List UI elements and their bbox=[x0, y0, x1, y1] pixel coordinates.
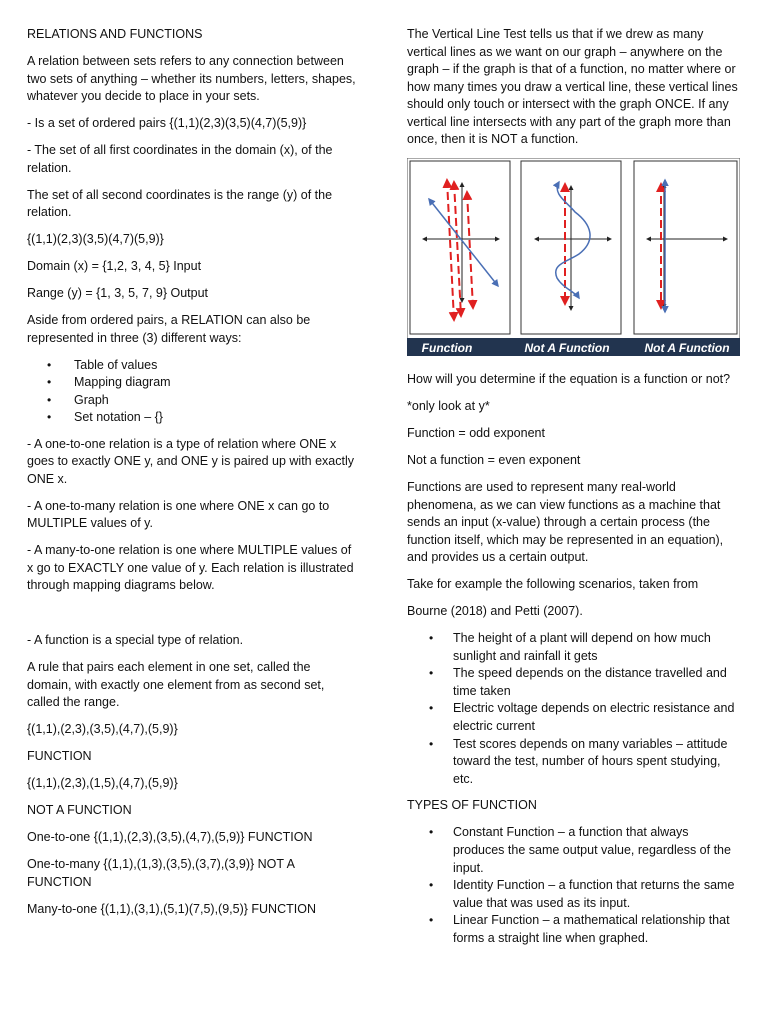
list-item: • Table of values bbox=[27, 357, 357, 375]
paragraph: The set of all second coordinates is the range (y) of the relation. bbox=[27, 187, 333, 219]
panel-not-function-vertical bbox=[634, 161, 737, 334]
list-item: • Graph bbox=[27, 392, 357, 410]
list-item: • Set notation – {} bbox=[27, 409, 357, 427]
paragraph: - The set of all first coordinates in the domain (x), of the relation. bbox=[27, 143, 333, 175]
list-item: • The height of a plant will depend on how much sunlight and rainfall it gets bbox=[407, 630, 742, 665]
list-item: • Identity Function – a function that returns the same value that was used as its input. bbox=[407, 877, 742, 912]
panel-function-line bbox=[410, 161, 510, 334]
paragraph: Range (y) = {1, 3, 5, 7, 9} Output bbox=[27, 286, 209, 300]
right-column bbox=[407, 26, 742, 957]
paragraph: Many-to-one {(1,1),(3,1),(5,1)(7,5),(9,5)} FUNCTION bbox=[27, 901, 316, 916]
list-item: • Mapping diagram bbox=[27, 374, 357, 392]
paragraph: Bourne (2018) and Petti (2007). bbox=[407, 604, 583, 618]
vertical-line-test-svg bbox=[407, 158, 740, 356]
list-item: • Constant Function – a function that always produces the same output value, regardless of the input. bbox=[407, 824, 742, 877]
paragraph: *only look at y* bbox=[407, 399, 490, 413]
function-types-list bbox=[407, 824, 742, 947]
panel-not-function-curve bbox=[521, 161, 621, 334]
paragraph: Take for example the following scenarios, taken from bbox=[407, 577, 699, 591]
paragraph: {(1,1),(2,3),(1,5),(4,7),(5,9)} bbox=[27, 776, 178, 791]
paragraph: Domain (x) = {1,2, 3, 4, 5} Input bbox=[27, 259, 202, 273]
paragraph: - Is a set of ordered pairs {(1,1)(2,3)(3,5)(4,7)(5,9)} bbox=[27, 116, 307, 130]
list-item: • Electric voltage depends on electric resistance and electric current bbox=[407, 700, 742, 735]
list-item: • Test scores depends on many variables – attitude toward the test, number of hours spent studying, etc. bbox=[407, 736, 742, 789]
paragraph: FUNCTION bbox=[27, 749, 92, 764]
paragraph: A relation between sets refers to any connection between two sets of anything – whether its numbers, letters, shapes, whatever you decide to place in your sets. bbox=[27, 54, 356, 103]
section-heading: TYPES OF FUNCTION bbox=[407, 798, 537, 813]
scenario-list bbox=[407, 630, 742, 788]
caption-not-function-1: Not A Function bbox=[524, 341, 610, 355]
spacer bbox=[27, 604, 357, 632]
paragraph: How will you determine if the equation is a function or not? bbox=[407, 372, 731, 386]
paragraph: Aside from ordered pairs, a RELATION can also be represented in three (3) different ways: bbox=[27, 313, 311, 345]
paragraph: {(1,1),(2,3),(3,5),(4,7),(5,9)} bbox=[27, 722, 178, 737]
left-column bbox=[27, 26, 357, 928]
paragraph: - A function is a special type of relation. bbox=[27, 633, 244, 648]
paragraph: - A one-to-one relation is a type of relation where ONE x goes to exactly ONE y, and ONE y is paired up with exactly ONE x. bbox=[27, 436, 354, 486]
caption-function: Function bbox=[421, 341, 473, 355]
paragraph: NOT A FUNCTION bbox=[27, 803, 132, 818]
section-heading: RELATIONS AND FUNCTIONS bbox=[27, 27, 203, 41]
list-item: • Linear Function – a mathematical relationship that forms a straight line when graphed. bbox=[407, 912, 742, 947]
paragraph: One-to-one {(1,1),(2,3),(3,5),(4,7),(5,9)} FUNCTION bbox=[27, 830, 313, 845]
paragraph: Function = odd exponent bbox=[407, 426, 545, 440]
paragraph: {(1,1)(2,3)(3,5)(4,7)(5,9)} bbox=[27, 232, 164, 246]
vertical-line-test-figure bbox=[407, 158, 740, 356]
paragraph: The Vertical Line Test tells us that if we drew as many vertical lines as we want on our graph – anywhere on the graph – if the graph is that of a function, no matter where or how many times you draw a vertical line, these vertical lines should only touch or intersect with the graph ONCE. If any vertical line intersects with any part of the graph more than once, then it is NOT a function. bbox=[407, 27, 738, 146]
list-item: • The speed depends on the distance travelled and time taken bbox=[407, 665, 742, 700]
paragraph: One-to-many {(1,1),(1,3),(3,5),(3,7),(3,9)} NOT A FUNCTION bbox=[27, 857, 295, 889]
representation-list bbox=[27, 357, 357, 427]
paragraph: A rule that pairs each element in one set, called the domain, with exactly one element from as second set, called the range. bbox=[27, 660, 325, 710]
paragraph: - A one-to-many relation is one where ONE x can go to MULTIPLE values of y. bbox=[27, 498, 330, 531]
paragraph: Functions are used to represent many real-world phenomena, as we can view functions as a machine that sends an input (x-value) through a certain process (the function itself, which may be represented in an equation), and provides us a certain output. bbox=[407, 480, 724, 564]
caption-not-function-2: Not A Function bbox=[644, 341, 730, 355]
paragraph: - A many-to-one relation is one where MULTIPLE values of x go to EXACTLY one value of y. Each relation is illustrated through mapping diagrams below. bbox=[27, 543, 354, 593]
paragraph: Not a function = even exponent bbox=[407, 453, 581, 467]
